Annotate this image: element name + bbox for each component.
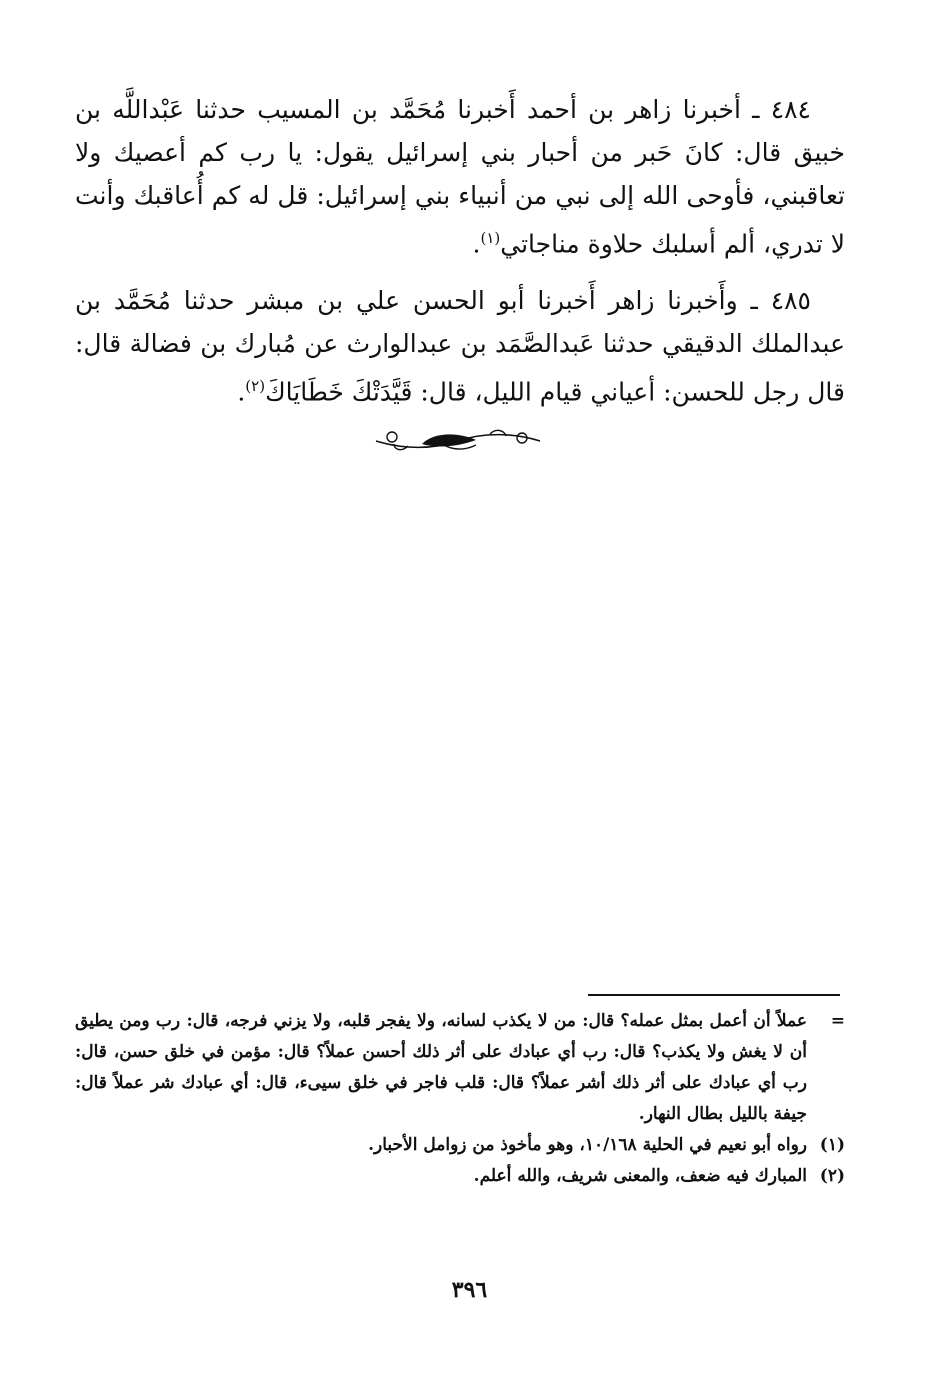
footnotes (75, 1006, 845, 1192)
footnote-separator (588, 994, 840, 996)
main-text (75, 88, 845, 428)
paragraph-number: ٤٨٥ (770, 286, 811, 316)
footnote-reference: (٢) (245, 377, 266, 396)
footnote-mark: = (830, 1011, 845, 1031)
footnote-mark: (١) (819, 1135, 845, 1155)
paragraph-484 (75, 88, 845, 265)
paragraph-text: ـ وأَخبرنا زاهر أَخبرنا أبو الحسن علي بن مبشر حدثنا مُحَمَّد بن عبدالملك الدقيقي حدثنا عَبدالصَّمَد بن عبدالوارث عن مُبارك بن فضالة قال: قال رجل للحسن: أعياني قيام الليل، قال: قَيَّدَتْكَ خَطَايَاكَ (75, 286, 845, 407)
page-number: ٣٩٦ (451, 1277, 488, 1303)
paragraph-end: . (237, 377, 246, 407)
paragraph-number: ٤٨٤ (770, 95, 811, 124)
paragraph-text: ـ أخبرنا زاهر بن أحمد أَخبرنا مُحَمَّد بن المسيب حدثنا عَبْداللَّه بن خبيق قال: كانَ حَبر من أحبار بني إسرائيل يقول: يا رب كم أعصيك ولا تعاقبني، فأوحى الله إلى نبي من أنبياء بني إسرائيل: قل له كم أُعاقبك وأنت لا تدري، ألم أسلبك حلاوة مناجاتي (75, 95, 845, 259)
footnote-text: رواه أبو نعيم في الحلية ١٠/١٦٨، وهو مأخوذ من زوامل الأحبار. (368, 1135, 807, 1155)
paragraph-485 (75, 279, 845, 413)
paragraph-end: . (472, 229, 481, 259)
footnote-reference: (١) (480, 229, 501, 247)
footnote-text: عملاً أن أعمل بمثل عمله؟ قال: من لا يكذب لسانه، ولا يفجر قلبه، ولا يزني فرجه، قال: رب ومن يطيق أن لا يغش ولا يكذب؟ قال: رب أي عبادك على أثر ذلك أحسن عملاً؟ قال: مؤمن في خلق حسن، قال: رب أي عبادك على أثر ذلك أشر عملاً؟ قال: قلب فاجر في خلق سيىء، قال: أي عبادك شر عملاً قال: جيفة بالليل بطال النهار. (75, 1011, 807, 1124)
footnote-text: المبارك فيه ضعف، والمعنى شريف، والله أعلم. (473, 1166, 807, 1186)
footnote-2 (75, 1161, 845, 1192)
footnote-1 (75, 1130, 845, 1161)
floral-divider-icon (372, 424, 544, 456)
footnote-mark: (٢) (819, 1166, 845, 1186)
footnote-continuation (75, 1006, 845, 1130)
